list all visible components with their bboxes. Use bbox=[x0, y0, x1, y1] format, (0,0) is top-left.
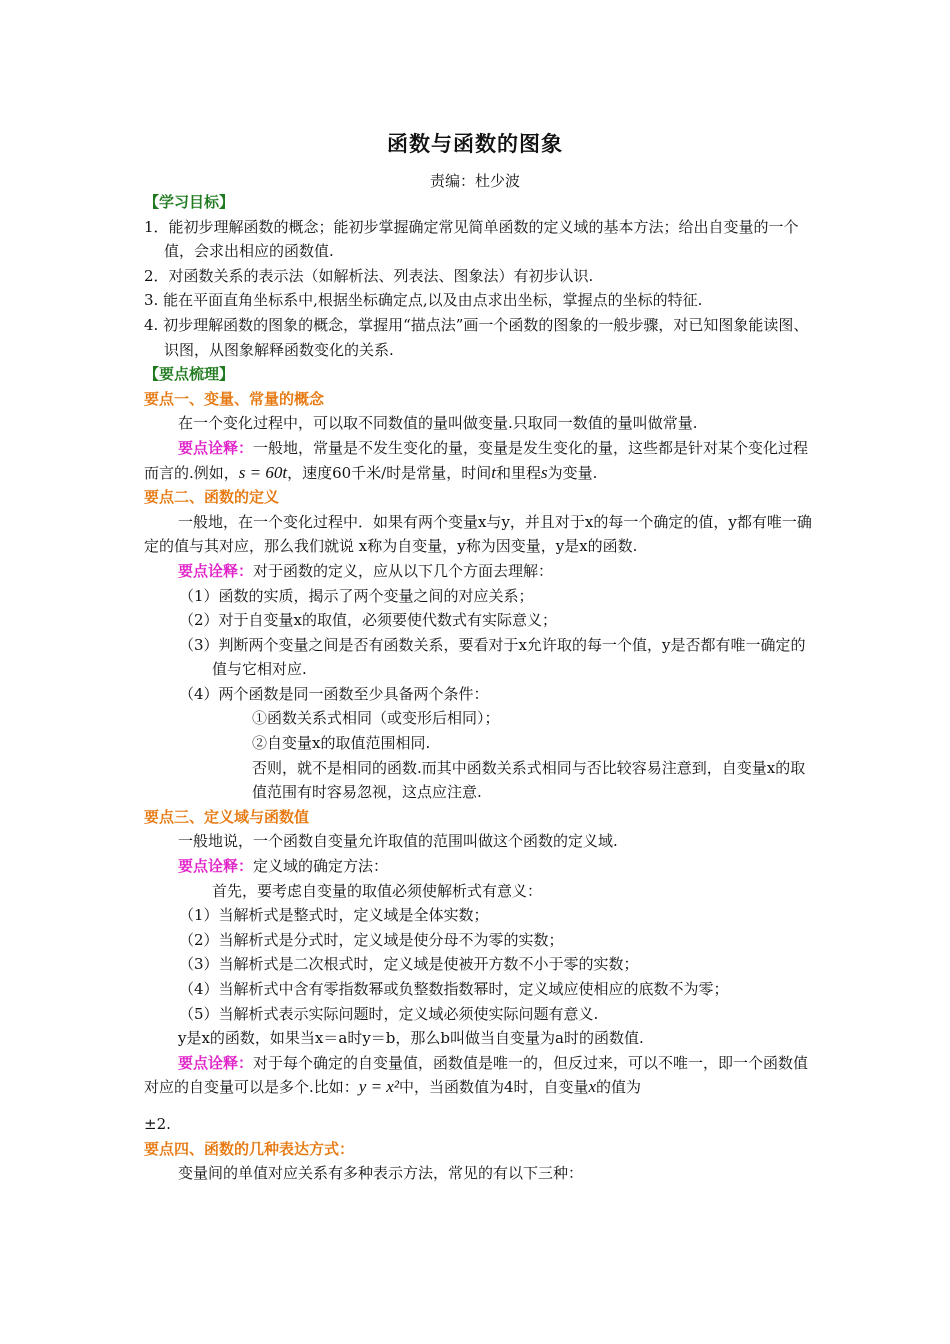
kp2-heading: 要点二、函数的定义 bbox=[144, 488, 280, 507]
formula: s = 60t bbox=[238, 462, 288, 482]
goal-item: 4. 初步理解函数的图象的概念，掌握用“描点法”画一个函数的图象的一般步骤，对已知图象能读图、识图，从图象解释函数变化的关系. bbox=[144, 315, 809, 359]
goals-heading: 【学习目标】 bbox=[144, 193, 235, 211]
kp3-value-def: y是x的函数，如果当x＝a时y＝b，那么b叫做当自变量为a时的函数值. bbox=[178, 1029, 644, 1048]
kp2-condition: ②自变量x的取值范围相同. bbox=[252, 734, 431, 753]
note-label: 要点诠释： bbox=[178, 857, 254, 876]
kp1-note: 要点诠释：一般地，常量是不发生变化的量，变量是发生变化的量，这些都是针对某个变化过程而言的.例如，s = 60t，速度60千米/时是常量，时间t和里程s为变量. bbox=[144, 438, 809, 482]
kp2-item: （1）函数的实质，揭示了两个变量之间的对应关系； bbox=[179, 586, 534, 605]
kp2-item: （3）判断两个变量之间是否有函数关系，要看对于x允许取的每一个值，y是否都有唯一确定的值与它相对应. bbox=[179, 635, 806, 679]
kp3-item: （5）当解析式表示实际问题时，定义域必须使实际问题有意义. bbox=[179, 1004, 599, 1023]
kp3-note: 要点诠释：定义域的确定方法： bbox=[178, 857, 389, 876]
goal-item: 1．能初步理解函数的概念；能初步掌握确定常见简单函数的定义域的基本方法；给出自变量的一个值，会求出相应的函数值. bbox=[144, 217, 799, 261]
kp3-note2: 要点诠释：对于每个确定的自变量值，函数值是唯一的，但反过来，可以不唯一，即一个函数值对应的自变量可以是多个.比如：y = x²中，当函数值为4时，自变量x的值为 bbox=[144, 1053, 809, 1097]
kp2-text: 一般地，在一个变化过程中．如果有两个变量x与y，并且对于x的每一个确定的值，y都有唯一确定的值与其对应，那么我们就说 x称为自变量，y称为因变量，y是x的函数. bbox=[144, 512, 812, 556]
kp4-heading: 要点四、函数的几种表达方式： bbox=[144, 1139, 355, 1158]
document-body bbox=[144, 190, 812, 1186]
kp2-condition: ①函数关系式相同（或变形后相同）； bbox=[252, 709, 500, 728]
kp3-text: 一般地说，一个函数自变量允许取值的范围叫做这个函数的定义域. bbox=[178, 832, 618, 851]
kp2-item: （4）两个函数是同一函数至少具备两个条件： bbox=[179, 684, 489, 703]
page-title: 函数与函数的图象 bbox=[387, 131, 563, 156]
goal-item: 2．对函数关系的表示法（如解析法、列表法、图象法）有初步认识. bbox=[144, 266, 594, 285]
editor-line: 责编：杜少波 bbox=[429, 172, 520, 190]
kp3-item: （3）当解析式是二次根式时，定义域是使被开方数不小于零的实数； bbox=[179, 955, 639, 974]
kp3-item: （1）当解析式是整式时，定义域是全体实数； bbox=[179, 906, 489, 925]
kp3-item: （2）当解析式是分式时，定义域是使分母不为零的实数； bbox=[179, 930, 564, 949]
kp3-item: （4）当解析式中含有零指数幂或负整数指数幂时，定义域应使相应的底数不为零； bbox=[179, 980, 729, 998]
note-label: 要点诠释： bbox=[178, 561, 254, 580]
formula: y = x² bbox=[358, 1077, 399, 1097]
kp2-otherwise: 否则，就不是相同的函数.而其中函数关系式相同与否比较容易注意到，自变量x的取值范围有时容易忽视，这点应注意. bbox=[252, 758, 806, 802]
kp3-first: 首先，要考虑自变量的取值必须使解析式有意义： bbox=[212, 881, 543, 900]
note-label: 要点诠释： bbox=[178, 1053, 254, 1072]
kp2-item: （2）对于自变量x的取值，必须要使代数式有实际意义； bbox=[179, 611, 558, 630]
kp3-tail: ±2. bbox=[144, 1114, 171, 1133]
note-label: 要点诠释： bbox=[178, 438, 254, 457]
goal-item: 3. 能在平面直角坐标系中,根据坐标确定点,以及由点求出坐标，掌握点的坐标的特征. bbox=[144, 291, 703, 310]
kp4-text: 变量间的单值对应关系有多种表示方法，常见的有以下三种： bbox=[178, 1164, 584, 1183]
kp3-heading: 要点三、定义域与函数值 bbox=[144, 807, 310, 826]
kp2-note: 要点诠释：对于函数的定义，应从以下几个方面去理解： bbox=[178, 561, 554, 580]
kp1-text: 在一个变化过程中，可以取不同数值的量叫做变量.只取同一数值的量叫做常量. bbox=[178, 414, 698, 433]
kp1-heading: 要点一、变量、常量的概念 bbox=[144, 389, 325, 408]
summary-heading: 【要点梳理】 bbox=[144, 365, 235, 384]
